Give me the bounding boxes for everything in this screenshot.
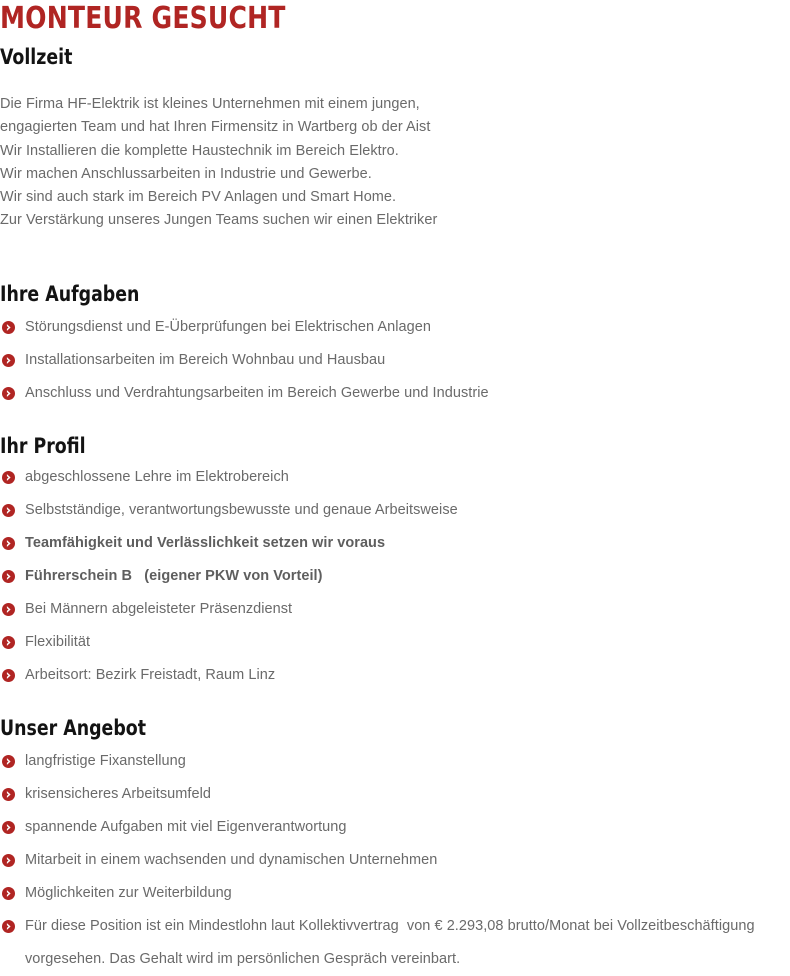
list-item	[0, 560, 790, 593]
list-item	[0, 344, 790, 377]
intro-line: Zur Verstärkung unseres Jungen Teams suchen wir einen Elektriker	[0, 212, 438, 229]
chevron-right-circle-icon	[2, 570, 15, 583]
list-item-label: Anschluss und Verdrahtungsarbeiten im Bereich Gewerbe und Industrie	[25, 385, 489, 401]
list-item	[0, 311, 790, 344]
list-item-label: Installationsarbeiten im Bereich Wohnbau und Hausbau	[25, 352, 386, 368]
list-item	[0, 910, 790, 976]
section-heading-aufgaben: Ihre Aufgaben	[0, 282, 140, 306]
list-item-label: Für diese Position ist ein Mindestlohn laut Kollektivvertrag von € 2.293,08 brutto/Monat bei Vollzeitbeschäftigung vorgesehen. Das Gehalt wird im persönlichen Gespräch vereinbart.	[25, 918, 759, 967]
employment-type-subtitle: Vollzeit	[0, 45, 73, 69]
chevron-right-circle-icon	[2, 471, 15, 484]
chevron-right-circle-icon	[2, 854, 15, 867]
list-item-label: Teamfähigkeit und Verlässlichkeit setzen wir voraus	[25, 535, 386, 551]
chevron-right-circle-icon	[2, 354, 15, 367]
chevron-right-circle-icon	[2, 887, 15, 900]
chevron-right-circle-icon	[2, 920, 15, 933]
intro-line: Wir Installieren die komplette Haustechnik im Bereich Elektro.	[0, 142, 399, 159]
list-item	[0, 494, 790, 527]
bullet-list-profil	[0, 461, 790, 692]
intro-line: Die Firma HF-Elektrik ist kleines Unternehmen mit einem jungen,	[0, 96, 420, 112]
page-title: MONTEUR GESUCHT	[0, 1, 286, 36]
list-item-label: Selbstständige, verantwortungsbewusste und genaue Arbeitsweise	[25, 502, 458, 518]
list-item-label: Flexibilität	[25, 634, 91, 650]
section-heading-profil: Ihr Profil	[0, 434, 86, 458]
list-item-label: langfristige Fixanstellung	[25, 753, 186, 769]
chevron-right-circle-icon	[2, 537, 15, 550]
list-item-label: krisensicheres Arbeitsumfeld	[25, 786, 211, 802]
section-heading-angebot: Unser Angebot	[0, 716, 147, 740]
list-item-label: Führerschein B (eigener PKW von Vorteil)	[25, 568, 323, 584]
list-item	[0, 593, 790, 626]
intro-line: Wir sind auch stark im Bereich PV Anlagen und Smart Home.	[0, 189, 397, 206]
intro-line: Wir machen Anschlussarbeiten in Industrie und Gewerbe.	[0, 165, 372, 182]
intro-paragraph	[0, 93, 560, 233]
chevron-right-circle-icon	[2, 603, 15, 616]
list-item-label: abgeschlossene Lehre im Elektrobereich	[25, 469, 289, 485]
list-item	[0, 527, 790, 560]
list-item-label: Mitarbeit in einem wachsenden und dynamischen Unternehmen	[25, 852, 438, 868]
list-item-label: Möglichkeiten zur Weiterbildung	[25, 885, 232, 901]
list-item	[0, 778, 790, 811]
list-item	[0, 844, 790, 877]
list-item-label: spannende Aufgaben mit viel Eigenverantwortung	[25, 819, 347, 835]
list-item-label: Bei Männern abgeleisteter Präsenzdienst	[25, 601, 293, 617]
list-item-label: Störungsdienst und E-Überprüfungen bei Elektrischen Anlagen	[25, 319, 431, 335]
chevron-right-circle-icon	[2, 321, 15, 334]
bullet-list-aufgaben	[0, 311, 790, 410]
chevron-right-circle-icon	[2, 636, 15, 649]
list-item	[0, 461, 790, 494]
intro-line: engagierten Team und hat Ihren Firmensitz in Wartberg ob der Aist	[0, 119, 431, 136]
chevron-right-circle-icon	[2, 669, 15, 682]
chevron-right-circle-icon	[2, 755, 15, 768]
list-item	[0, 626, 790, 659]
chevron-right-circle-icon	[2, 387, 15, 400]
chevron-right-circle-icon	[2, 821, 15, 834]
list-item	[0, 811, 790, 844]
chevron-right-circle-icon	[2, 788, 15, 801]
bullet-list-angebot	[0, 745, 790, 976]
list-item	[0, 659, 790, 692]
list-item-label: Arbeitsort: Bezirk Freistadt, Raum Linz	[25, 667, 276, 683]
list-item	[0, 877, 790, 910]
chevron-right-circle-icon	[2, 504, 15, 517]
list-item	[0, 377, 790, 410]
list-item	[0, 745, 790, 778]
